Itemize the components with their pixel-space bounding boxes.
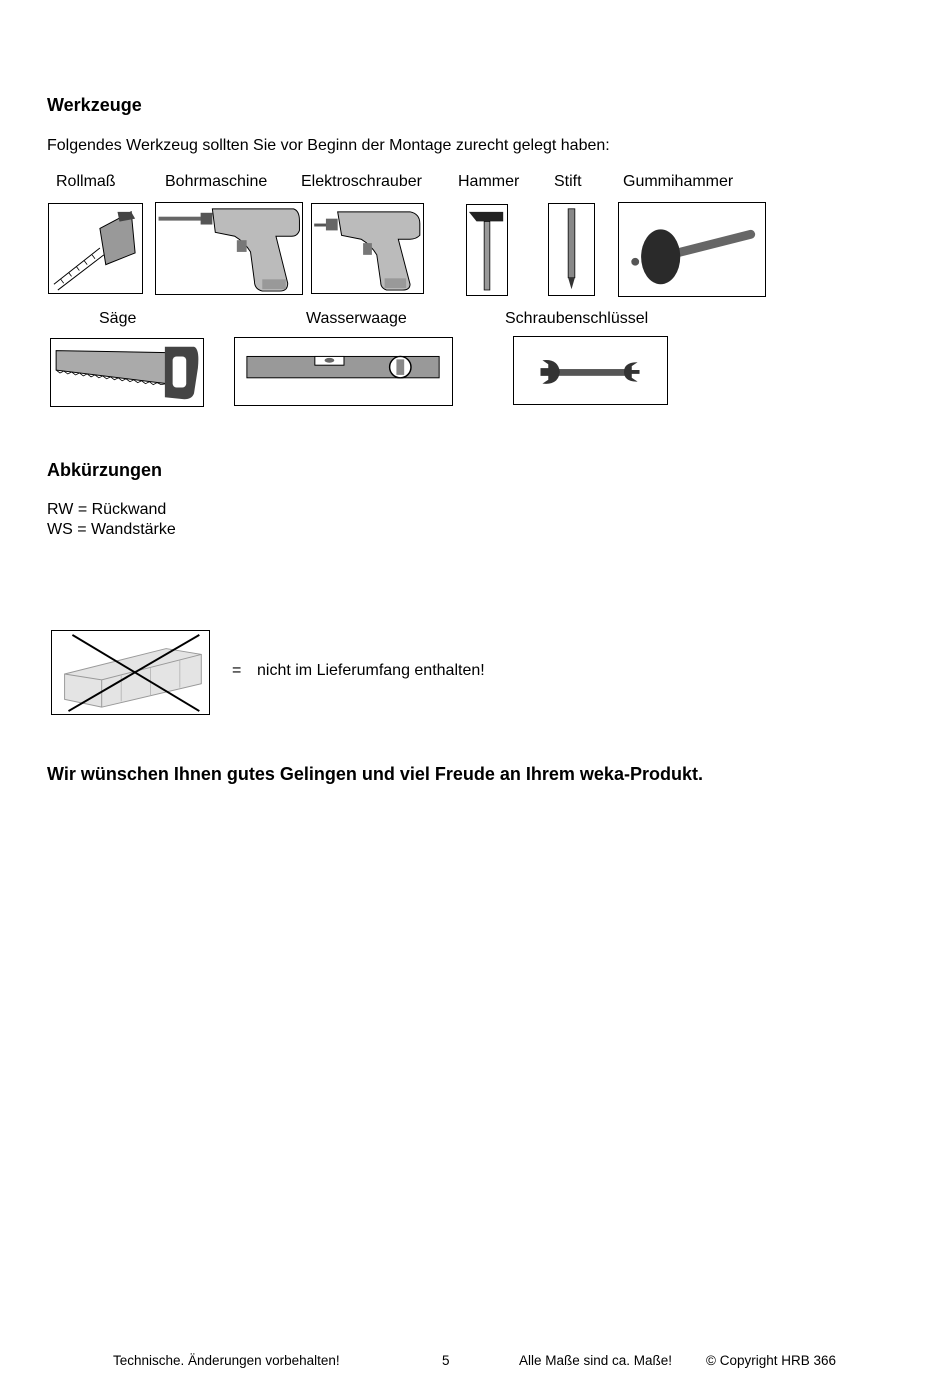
tape-measure-icon (48, 203, 143, 294)
not-included-text: nicht im Lieferumfang enthalten! (257, 662, 485, 679)
label-rollmass: Rollmaß (56, 173, 116, 190)
pencil-icon (548, 203, 595, 296)
drill-icon (155, 202, 303, 295)
rubber-mallet-icon (618, 202, 766, 297)
label-schraubenschluessel: Schraubenschlüssel (505, 310, 649, 327)
electric-screwdriver-icon (311, 203, 424, 294)
footer-copyright: © Copyright HRB 366 (706, 1353, 837, 1368)
label-bohrmaschine: Bohrmaschine (165, 173, 268, 190)
crossed-out-package-icon (51, 630, 210, 715)
label-hammer: Hammer (458, 173, 520, 190)
equals-sign: = (232, 662, 242, 679)
footer-disclaimer: Technische. Änderungen vorbehalten! (113, 1353, 340, 1368)
saw-icon (50, 338, 204, 407)
label-saege: Säge (99, 310, 137, 327)
footer-dimensions-note: Alle Maße sind ca. Maße! (519, 1353, 673, 1368)
closing-message: Wir wünschen Ihnen gutes Gelingen und viel Freude an Ihrem weka-Produkt. (47, 764, 703, 784)
abbreviation-rw: RW = Rückwand (47, 501, 167, 518)
label-wasserwaage: Wasserwaage (306, 310, 407, 327)
abbreviation-ws: WS = Wandstärke (47, 521, 176, 538)
hammer-icon (466, 204, 508, 296)
tools-heading: Werkzeuge (47, 95, 142, 115)
label-stift: Stift (554, 173, 582, 190)
wrench-icon (513, 336, 668, 405)
page-number: 5 (442, 1353, 450, 1368)
spirit-level-icon (234, 337, 453, 406)
label-elektroschrauber: Elektroschrauber (301, 173, 422, 190)
tools-intro: Folgendes Werkzeug sollten Sie vor Beginn der Montage zurecht gelegt haben: (47, 137, 610, 154)
label-gummihammer: Gummihammer (623, 173, 734, 190)
abbreviations-heading: Abkürzungen (47, 460, 162, 480)
